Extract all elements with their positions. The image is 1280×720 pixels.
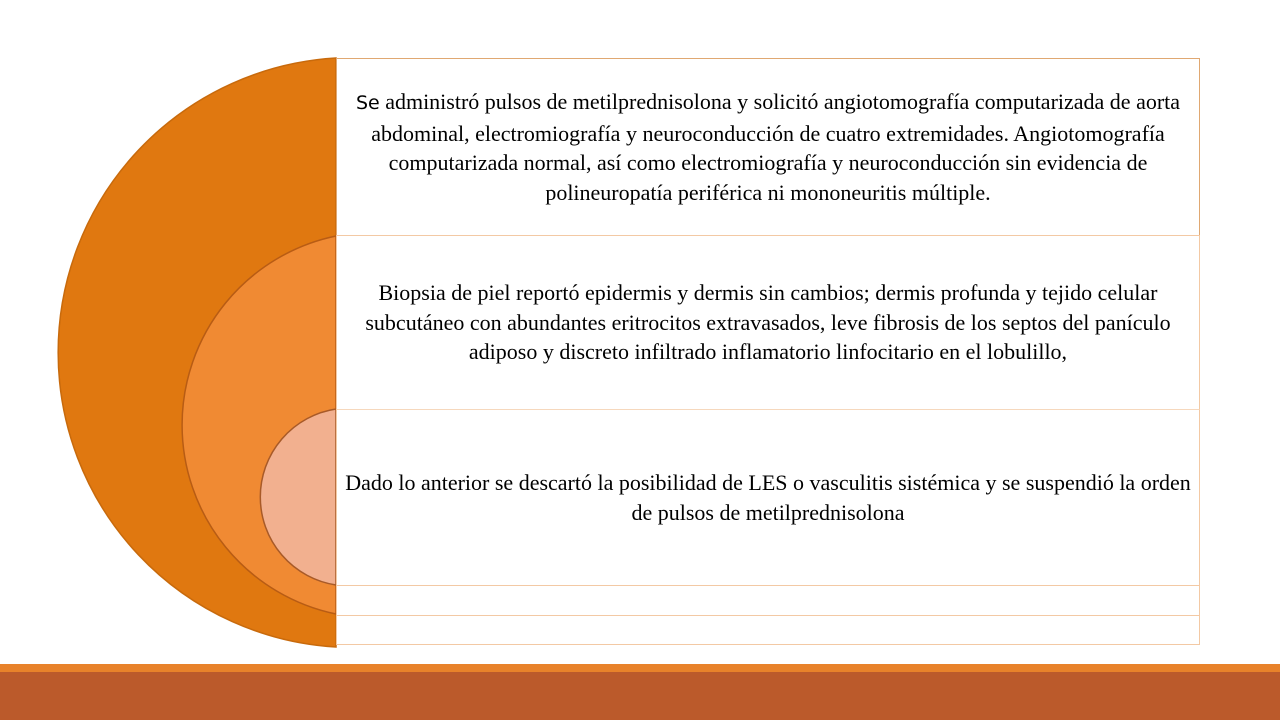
footer-bar <box>0 672 1280 720</box>
step-text-2: Biopsia de piel reportó epidermis y dermis sin cambios; dermis profunda y tejido celular subcutáneo con abundantes eritrocitos extravasados, leve fibrosis de los septos del panículo adiposo y discreto infiltrado inflamatorio linfocitario en el lobulillo, <box>365 280 1171 365</box>
step-box-3 <box>336 409 1200 586</box>
step-1-body: administró pulsos de metilprednisolona y solicitó angiotomografía computarizada de aorta abdominal, electromiografía y neuroconducción de cuatro extremidades. Angiotomografía computarizada normal, así como electromiografía y neuroconducción sin evidencia de polineuropatía periférica ni mononeuritis múltiple. <box>371 89 1181 205</box>
step-1-lead: Se <box>355 92 380 114</box>
step-text-1 <box>337 87 1199 207</box>
step-box-1 <box>336 58 1200 236</box>
empty-row-1 <box>336 585 1200 616</box>
step-text-3: Dado lo anterior se descartó la posibilidad de LES o vasculitis sistémica y se suspendió la orden de pulsos de metilprednisolona <box>345 470 1191 525</box>
footer-accent-line <box>0 664 1280 672</box>
empty-row-2 <box>336 615 1200 645</box>
step-box-2 <box>336 235 1200 410</box>
